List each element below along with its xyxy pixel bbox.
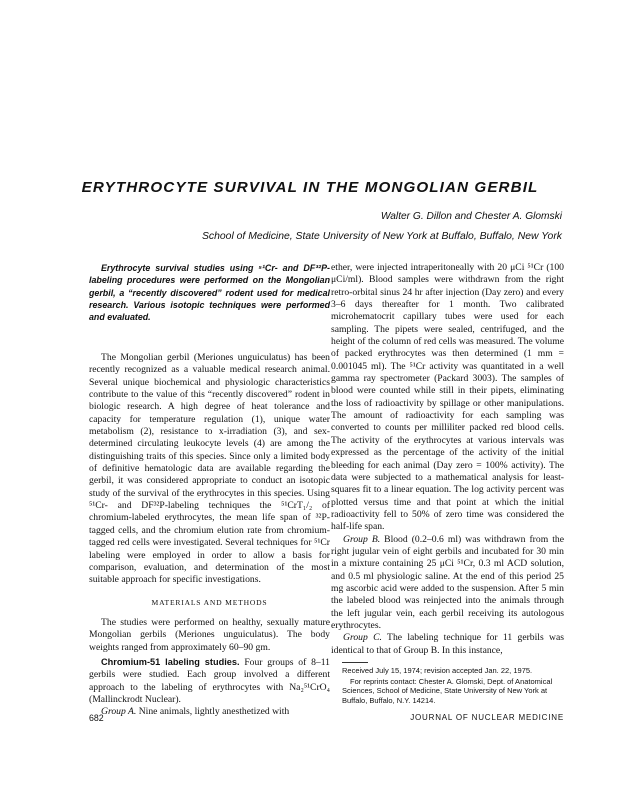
group-a-label: Group A.	[101, 706, 137, 718]
group-a-continued: ether, were injected intraperitoneally with 20 μCi ⁵¹Cr (100 μCi/ml). Blood samples were withdrawn from the right retro-orbital sinus 24 hr after injection (Day zero) and every 3–6 days thereafter for 1 month. Two calibrated microhematocrit capillary tubes were used for each sampling. The pipets were sealed, centrifuged, and the height of the column of red cells was measured. The volume of packed erythrocytes was then determined (1 mm = 0.001045 ml). The ⁵¹Cr activity was quantitated in a well gamma ray spectrometer (Packard 3003). The samples of blood were counted while still in their pipets, eliminating the loss of radioactivity by spillage or other manipulations. The amount of radioactivity for each sampling was converted to counts per milliliter packed red blood cells. The activity of the erythrocytes at various intervals was expressed as the percentage of the activity of the initial bleeding for each animal (Day zero = 100% activity). The data were subjected to a mathematical analysis for least-squares fit to a linear equation. The log activity percent was plotted versus time and that point at which the initial radioactivity fell to 50% of zero time was considered the half-life span.	[331, 262, 564, 533]
article-authors: Walter G. Dillon and Chester A. Glomski	[380, 211, 562, 222]
right-column	[331, 262, 564, 657]
cr51-runin-heading: Chromium-51 labeling studies.	[101, 656, 240, 667]
reprints-note: For reprints contact: Chester A. Glomski, Dept. of Anatomical Sciences, School of Medicine, State University of New York at Buffalo, Buffalo, N.Y. 14214.	[342, 677, 553, 705]
group-c-text: The labeling technique for 11 gerbils was identical to that of Group B. In this instance,	[331, 632, 564, 656]
journal-name: JOURNAL OF NUCLEAR MEDICINE	[410, 713, 564, 722]
footnote-rule	[342, 662, 368, 663]
methods-heading: MATERIALS AND METHODS	[151, 597, 268, 607]
left-column	[89, 352, 330, 719]
group-c-label: Group C.	[343, 632, 382, 644]
abstract-text: Erythrocyte survival studies using ⁵¹Cr- and DF³²P-labeling procedures were performed on the Mongolian gerbil, a “recently discovered” rodent used for medical research. Various isotopic techniques were performed and evaluated.	[89, 263, 330, 323]
group-b-text: Blood (0.2–0.6 ml) was withdrawn from the right jugular vein of eight gerbils and incubated for 30 min in a mixture containing 25 μCi ⁵¹Cr, 0.3 ml ACD solution, and 0.5 ml physiologic saline. At the end of this period 25 mg ascorbic acid were added to the suspension. After 5 min the labeled blood was reinjected into the animals through the left jugular vein, each gerbil receiving its autologous erythrocytes.	[331, 533, 564, 631]
group-b-paragraph	[331, 534, 564, 633]
group-c-paragraph	[331, 632, 564, 657]
received-note: Received July 15, 1974; revision accepted Jan. 22, 1975.	[342, 666, 533, 675]
cr51-paragraph	[89, 656, 330, 706]
group-a-paragraph	[89, 706, 330, 718]
abstract	[89, 262, 330, 323]
methods-paragraph: The studies were performed on healthy, sexually mature Mongolian gerbils (Meriones unguiculatus). The body weights ranged from approximately 60–90 gm.	[89, 616, 330, 653]
group-b-label: Group B.	[343, 533, 381, 545]
article-title: ERYTHROCYTE SURVIVAL IN THE MONGOLIAN GERBIL	[81, 179, 539, 196]
footnotes	[342, 666, 565, 707]
group-a-text: Nine animals, lightly anesthetized with	[136, 706, 290, 718]
page-number: 682	[89, 713, 104, 723]
cr51-text: Four groups of 8–11 gerbils were studied. Each group involved a different approach to the labeling of erythrocytes with Na₂⁵¹CrO₄ (Mallinckrodt Nuclear).	[89, 656, 330, 705]
introduction-paragraph: The Mongolian gerbil (Meriones unguiculatus) has been recently recognized as a valuable medical research animal. Several unique biochemical and physiologic characteristics contribute to the value of this “recently discovered” rodent in biologic research. A high degree of heat tolerance and capacity for temperature regulation (1), unique water metabolism (2), resistance to x-irradiation (3), and sex-determined circulating leukocyte levels (4) are among the distinguishing traits of this species. Since only a limited body of definitive hematologic data are available regarding the gerbil, it was considered appropriate to conduct an isotopic study of the survival of the erythrocytes in this species. Using ⁵¹Cr- and DF³²P-labeling techniques the ⁵¹CrT₁/₂ of chromium-labeled erythrocytes, the mean life span of ³²P-tagged cells, and the chromium elution rate from chromium-tagged red cells were investigated. Several techniques for ⁵¹Cr labeling were employed in order to allow a basis for comparison, evaluation, and determination of the most suitable approach for specific investigations.	[89, 352, 330, 586]
author-affiliation: School of Medicine, State University of New York at Buffalo, Buffalo, New York	[201, 231, 562, 242]
